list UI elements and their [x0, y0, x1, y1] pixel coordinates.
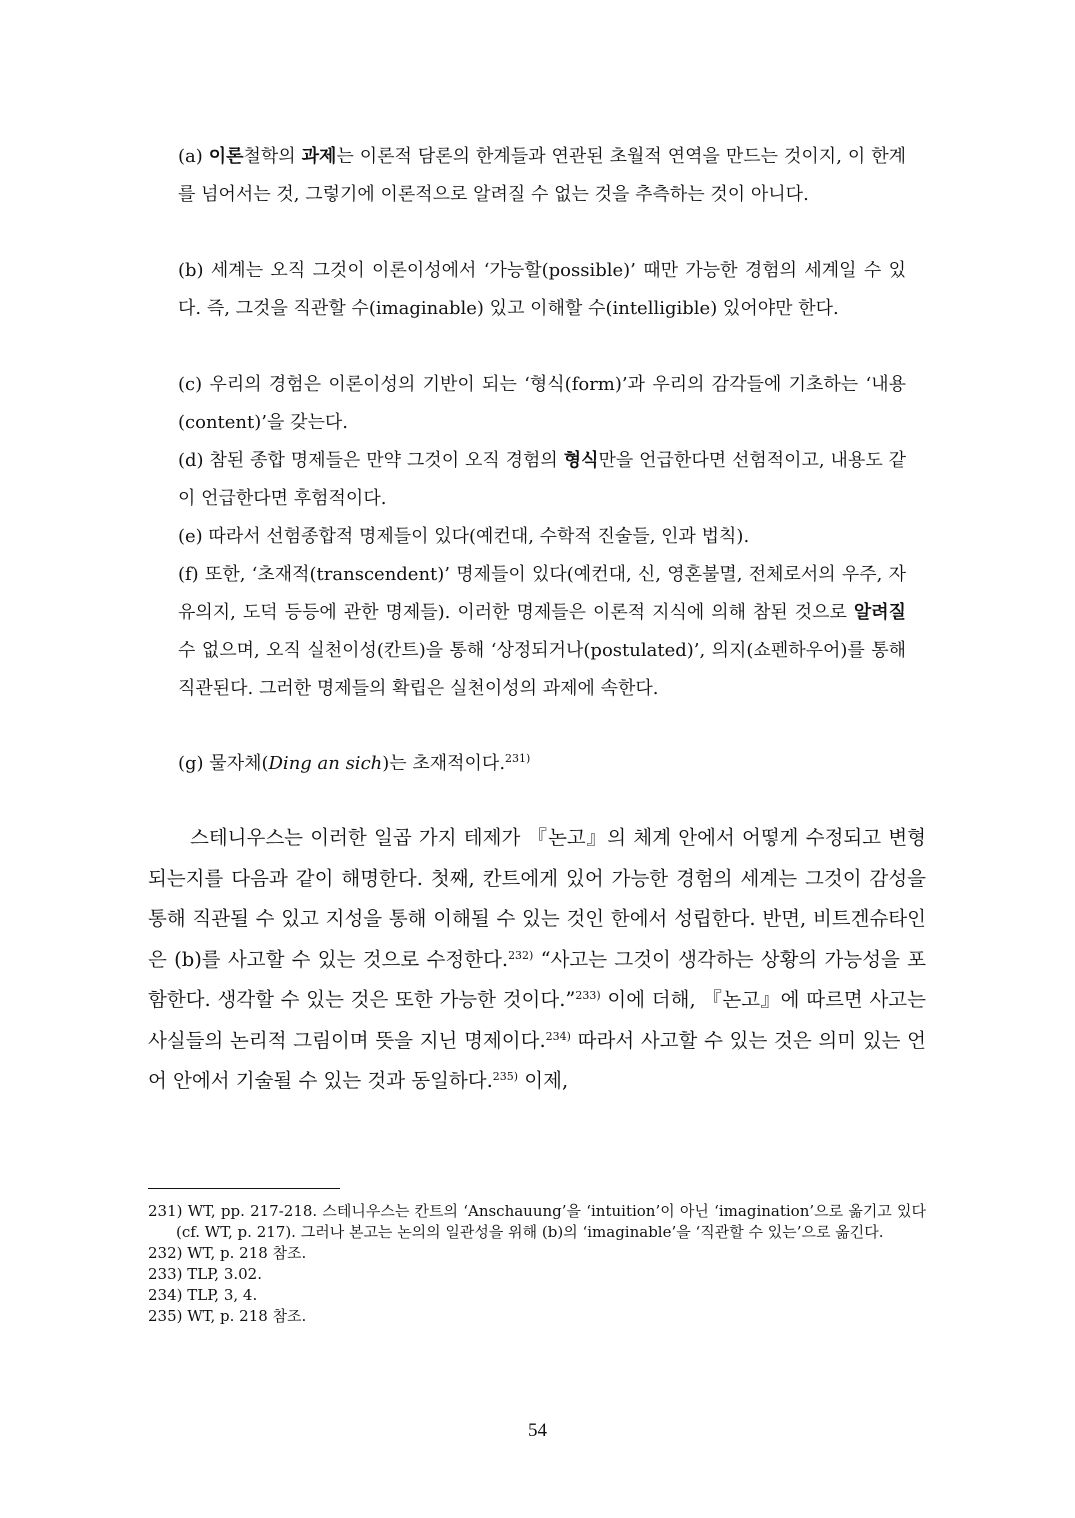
thesis-text: 는 이론적 담론의 한계들과 연관된 초월적 연역을 만드는 것이지, 이 한계를 넘어서는 것, 그렇기에 이론적으로 알려질 수 없는 것을 추측하는 것이 아니다.	[178, 146, 906, 205]
body-text-run: 스테니우스는 이러한 일곱 가지 테제가 『논고』의 체계 안에서 어떻게 수정되고 변형되는지를 다음과 같이 해명한다. 첫째, 칸트에게 있어 가능한 경험의 세계는 그것이 감성을 통해 직관될 수 있고 지성을 통해 이해될 수 있는 것인 한에서 성립한다. 반면, 비트겐슈타인은 (b)를 사고할 수 있는 것으로 수정한다.	[148, 826, 926, 971]
footnote-ref: 232)	[508, 948, 534, 962]
thesis-d	[178, 442, 906, 518]
thesis-text: 따라서 선험종합적 명제들이 있다(예컨대, 수학적 진술들, 인과 법칙).	[202, 526, 750, 547]
thesis-text: 참된 종합 명제들은 만약 그것이 오직 경험의	[203, 450, 564, 471]
thesis-text: 알려질	[853, 602, 906, 623]
thesis-text: 철학의	[243, 146, 302, 167]
body-text-run: 이에 더해, 『논고』에 따르면 사고는 사실들의 논리적 그림이며 뜻을 지닌 명제이다.	[148, 988, 926, 1052]
thesis-e	[178, 518, 906, 556]
footnote-text: WT, p. 218 참조.	[187, 1244, 307, 1262]
footnote-234	[148, 1285, 926, 1306]
footnote-235	[148, 1306, 926, 1327]
page-number: 54	[528, 1420, 547, 1441]
footnote-number: 233)	[148, 1265, 183, 1283]
body-paragraph	[148, 818, 926, 1102]
thesis-label: (b)	[178, 260, 204, 281]
thesis-text: 이론	[208, 146, 244, 167]
footnote-232	[148, 1243, 926, 1264]
thesis-text: 과제	[301, 146, 337, 167]
footnote-number: 232)	[148, 1244, 183, 1262]
body-text-run: 따라서 사고할 수 있는 것은 의미 있는 언어 안에서 기술될 수 있는 것과 동일하다.	[148, 1028, 926, 1092]
thesis-text: 또한, ‘초재적(transcendent)’ 명제들이 있다(예컨대, 신, 영혼불멸, 전체로서의 우주, 자유의지, 도덕 등등에 관한 명제들). 이러한 명제들은 이론적 지식에 의해 참된 것으로	[178, 564, 906, 623]
footnote-separator	[148, 1188, 340, 1189]
footnote-ref: 233)	[575, 989, 601, 1002]
thesis-c	[178, 366, 906, 442]
footnotes	[148, 1201, 926, 1327]
footnote-ref: 231)	[505, 752, 531, 765]
thesis-text: 우리의 경험은 이론이성의 기반이 되는 ‘형식(form)’과 우리의 감각들에 기초하는 ‘내용(content)’을 갖는다.	[178, 374, 906, 433]
footnote-text: TLP, 3, 4.	[187, 1286, 258, 1304]
thesis-g	[178, 745, 906, 783]
thesis-f	[178, 556, 906, 708]
thesis-text: )는 초재적이다.	[382, 753, 506, 774]
thesis-text: 세계는 오직 그것이 이론이성에서 ‘가능할(possible)’ 때만 가능한 경험의 세계일 수 있다. 즉, 그것을 직관할 수(imaginable) 있고 이해할 수(intelligible) 있어야만 한다.	[178, 260, 906, 319]
body-text-run: 이제,	[518, 1069, 569, 1092]
thesis-label: (c)	[178, 374, 203, 395]
body-text-run: “사고는 그것이 생각하는 상황의 가능성을 포함한다. 생각할 수 있는 것은 또한 가능한 것이다.”	[148, 947, 926, 1011]
footnote-number: 234)	[148, 1286, 183, 1304]
thesis-label: (e)	[178, 526, 203, 547]
footnote-233	[148, 1264, 926, 1285]
thesis-a	[178, 138, 906, 214]
thesis-text: 형식	[563, 450, 599, 471]
thesis-b	[178, 252, 906, 328]
thesis-text: 만을 언급한다면 선험적이고, 내용도 같이 언급한다면 후험적이다.	[178, 450, 906, 509]
footnote-text: TLP, 3.02.	[187, 1265, 262, 1283]
thesis-text: Ding an sich	[268, 753, 383, 774]
thesis-text: 수 없으며, 오직 실천이성(칸트)을 통해 ‘상정되거나(postulated)’, 의지(쇼펜하우어)를 통해 직관된다. 그러한 명제들의 확립은 실천이성의 과제에 속한다.	[178, 640, 906, 699]
thesis-text: 물자체(	[203, 753, 269, 774]
footnote-number: 235)	[148, 1307, 183, 1325]
thesis-label: (a)	[178, 146, 203, 167]
thesis-label: (d)	[178, 450, 204, 471]
footnote-231	[148, 1201, 926, 1243]
thesis-label: (f)	[178, 564, 199, 585]
footnote-number: 231)	[148, 1202, 183, 1220]
footnote-ref: 234)	[545, 1029, 571, 1043]
footnote-text: WT, pp. 217-218. 스테니우스는 칸트의 ‘Anschauung’을 ‘intuition’이 아닌 ‘imagination’으로 옮기고 있다(cf. WT, p. 217). 그러나 본고는 논의의 일관성을 위해 (b)의 ‘imaginable’을 ‘직관할 수 있는’으로 옮긴다.	[176, 1202, 926, 1241]
footnote-text: WT, p. 218 참조.	[187, 1307, 307, 1325]
footnote-ref: 235)	[492, 1070, 519, 1083]
thesis-label: (g)	[178, 753, 204, 774]
